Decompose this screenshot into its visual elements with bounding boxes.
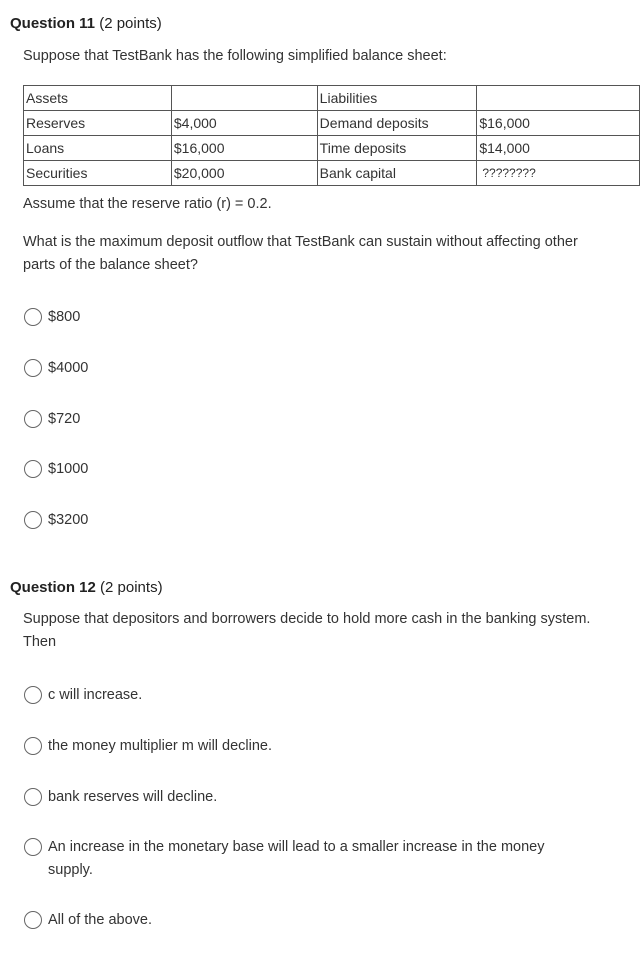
radio-button[interactable] [24, 838, 42, 856]
table-cell: $16,000 [171, 136, 317, 161]
q11-option-4[interactable] [24, 458, 88, 481]
option-label: $720 [48, 411, 81, 427]
question-12-number: Question 12 [10, 579, 96, 596]
table-cell: Securities [24, 161, 172, 186]
table-cell: $16,000 [477, 111, 640, 136]
q12-option-4[interactable] [24, 836, 588, 882]
radio-button[interactable] [24, 911, 42, 929]
table-cell: $4,000 [171, 111, 317, 136]
question-11-number: Question 11 [10, 15, 96, 32]
radio-button[interactable] [24, 737, 42, 755]
radio-button[interactable] [24, 410, 42, 428]
table-cell: Loans [24, 136, 172, 161]
question-12-title [10, 579, 163, 596]
table-cell: Liabilities [317, 86, 477, 111]
question-11-title [10, 15, 162, 32]
table-cell [171, 86, 317, 111]
table-row [24, 161, 640, 186]
radio-button[interactable] [24, 686, 42, 704]
question-11-points: (2 points) [99, 15, 162, 32]
table-cell: $20,000 [171, 161, 317, 186]
question-11-prompt: What is the maximum deposit outflow that TestBank can sustain without affecting other parts of the balance sheet? [23, 234, 578, 273]
radio-button[interactable] [24, 460, 42, 478]
option-label: $4000 [48, 360, 89, 376]
option-label: $1000 [48, 461, 89, 477]
option-label: An increase in the monetary base will lead to a smaller increase in the money supply. [48, 839, 545, 878]
option-label: bank reserves will decline. [48, 789, 218, 805]
question-11-assumption: Assume that the reserve ratio (r) = 0.2. [23, 196, 272, 212]
q12-option-1[interactable] [24, 684, 142, 707]
q12-option-5[interactable] [24, 909, 152, 932]
table-row [24, 136, 640, 161]
table-cell: Bank capital [317, 161, 477, 186]
option-label: c will increase. [48, 687, 143, 703]
q11-option-2[interactable] [24, 357, 88, 380]
option-label: the money multiplier m will decline. [48, 738, 273, 754]
option-label: All of the above. [48, 912, 152, 928]
table-cell: Reserves [24, 111, 172, 136]
radio-button[interactable] [24, 359, 42, 377]
option-label: $3200 [48, 512, 89, 528]
balance-sheet-table [23, 85, 640, 186]
table-cell: Demand deposits [317, 111, 477, 136]
q11-option-5[interactable] [24, 509, 88, 532]
q11-option-3[interactable] [24, 408, 80, 431]
radio-button[interactable] [24, 511, 42, 529]
table-cell: Time deposits [317, 136, 477, 161]
question-12-points: (2 points) [100, 579, 163, 596]
question-12-prompt: Suppose that depositors and borrowers decide to hold more cash in the banking system. Then [23, 611, 591, 650]
table-row [24, 86, 640, 111]
q12-option-2[interactable] [24, 735, 272, 758]
table-cell: Assets [24, 86, 172, 111]
table-cell [477, 86, 640, 111]
q12-option-3[interactable] [24, 786, 217, 809]
question-11-intro: Suppose that TestBank has the following simplified balance sheet: [23, 48, 447, 64]
option-label: $800 [48, 309, 81, 325]
table-cell: $14,000 [477, 136, 640, 161]
q11-option-1[interactable] [24, 306, 80, 329]
radio-button[interactable] [24, 788, 42, 806]
table-row [24, 111, 640, 136]
table-cell: ???????? [477, 161, 640, 186]
radio-button[interactable] [24, 308, 42, 326]
